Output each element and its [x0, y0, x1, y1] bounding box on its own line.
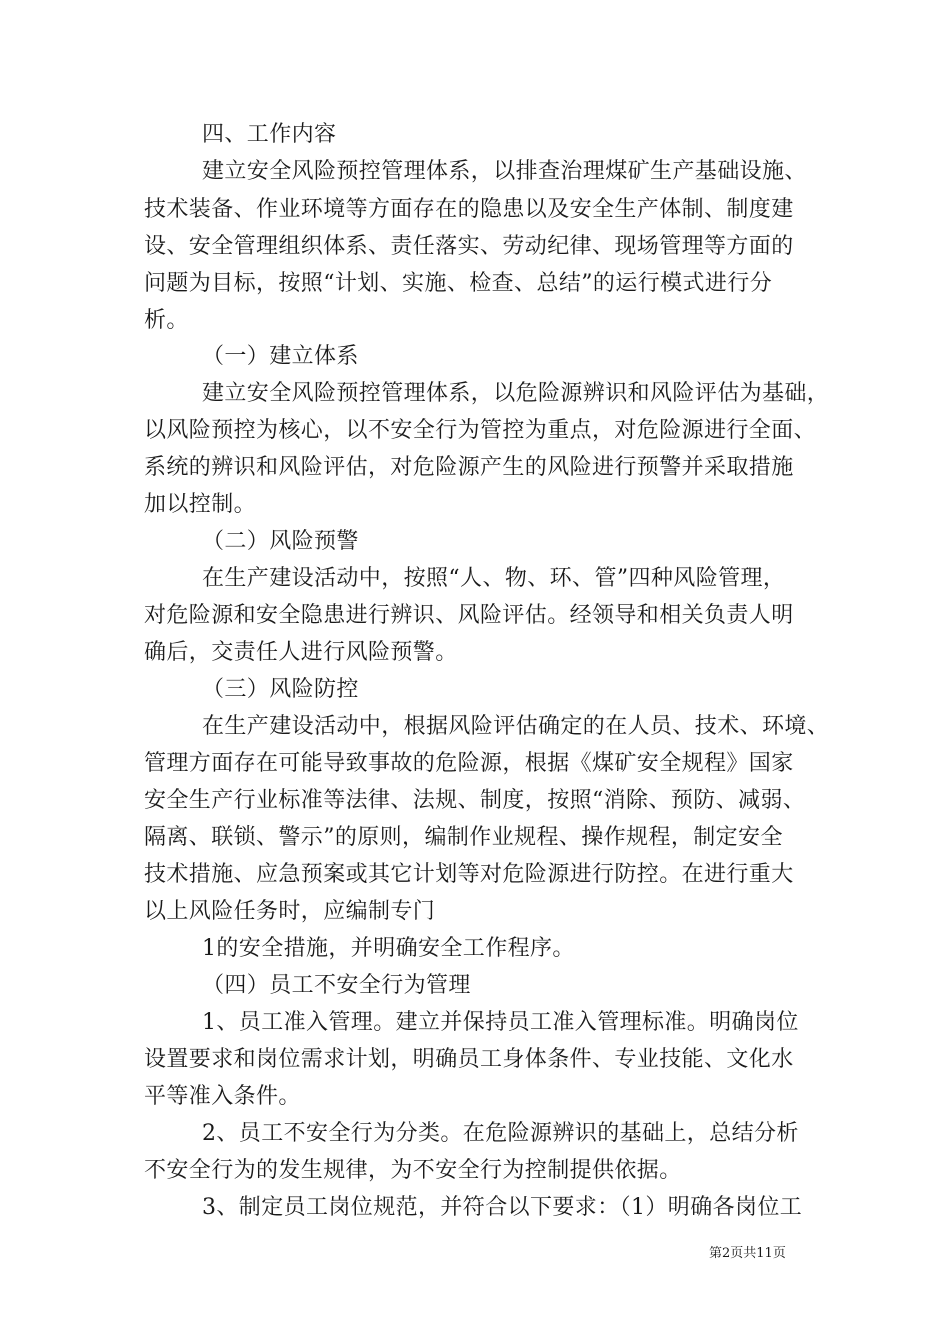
paragraph-line: 系统的辨识和风险评估，对危险源产生的风险进行预警并采取措施 [144, 455, 794, 480]
section-heading: 四、工作内容 [202, 122, 337, 147]
paragraph-line: 以风险预控为核心，以不安全行为管控为重点，对危险源进行全面、 [144, 418, 817, 443]
paragraph-line: 1、员工准入管理。建立并保持员工准入管理标准。明确岗位 [202, 1010, 799, 1035]
paragraph-line: 设置要求和岗位需求计划，明确员工身体条件、专业技能、文化水 [144, 1047, 794, 1072]
paragraph-line: 在生产建设活动中，按照“人、物、环、管”四种风险管理， [202, 566, 786, 591]
paragraph-line: 对危险源和安全隐患进行辨识、风险评估。经领导和相关负责人明 [144, 603, 794, 628]
subsection-heading: （二）风险预警 [202, 529, 359, 554]
paragraph-line: 在生产建设活动中，根据风险评估确定的在人员、技术、环境、 [202, 714, 830, 739]
paragraph-line: 隔离、联锁、警示”的原则，编制作业规程、操作规程，制定安全 [144, 825, 783, 850]
paragraph-line: 建立安全风险预控管理体系，以危险源辨识和风险评估为基础， [202, 381, 830, 406]
paragraph-line: 1的安全措施，并明确安全工作程序。 [202, 936, 575, 961]
paragraph-line: 管理方面存在可能导致事故的危险源，根据《煤矿安全规程》国家 [144, 751, 794, 776]
paragraph-line: 以上风险任务时，应编制专门 [144, 899, 436, 924]
page-number: 第2页共11页 [709, 1246, 786, 1261]
paragraph-line: 析。 [144, 308, 189, 333]
paragraph-line: 问题为目标，按照“计划、实施、检查、总结”的运行模式进行分 [144, 271, 773, 296]
subsection-heading: （一）建立体系 [202, 344, 359, 369]
paragraph-line: 技术措施、应急预案或其它计划等对危险源进行防控。在进行重大 [144, 862, 794, 887]
paragraph-line: 技术装备、作业环境等方面存在的隐患以及安全生产体制、制度建 [144, 197, 794, 222]
paragraph-line: 3、制定员工岗位规范，并符合以下要求：（1）明确各岗位工 [202, 1195, 803, 1220]
paragraph-line: 建立安全风险预控管理体系，以排查治理煤矿生产基础设施、 [202, 159, 807, 184]
paragraph-line: 加以控制。 [144, 492, 257, 517]
paragraph-line: 不安全行为的发生规律，为不安全行为控制提供依据。 [144, 1158, 682, 1183]
subsection-heading: （四）员工不安全行为管理 [202, 973, 471, 998]
paragraph-line: 确后，交责任人进行风险预警。 [144, 640, 458, 665]
subsection-heading: （三）风险防控 [202, 677, 359, 702]
paragraph-line: 设、安全管理组织体系、责任落实、劳动纪律、现场管理等方面的 [144, 234, 794, 259]
paragraph-line: 安全生产行业标准等法律、法规、制度，按照“消除、预防、减弱、 [144, 788, 806, 813]
paragraph-line: 2、员工不安全行为分类。在危险源辨识的基础上，总结分析 [202, 1121, 799, 1146]
paragraph-line: 平等准入条件。 [144, 1084, 301, 1109]
